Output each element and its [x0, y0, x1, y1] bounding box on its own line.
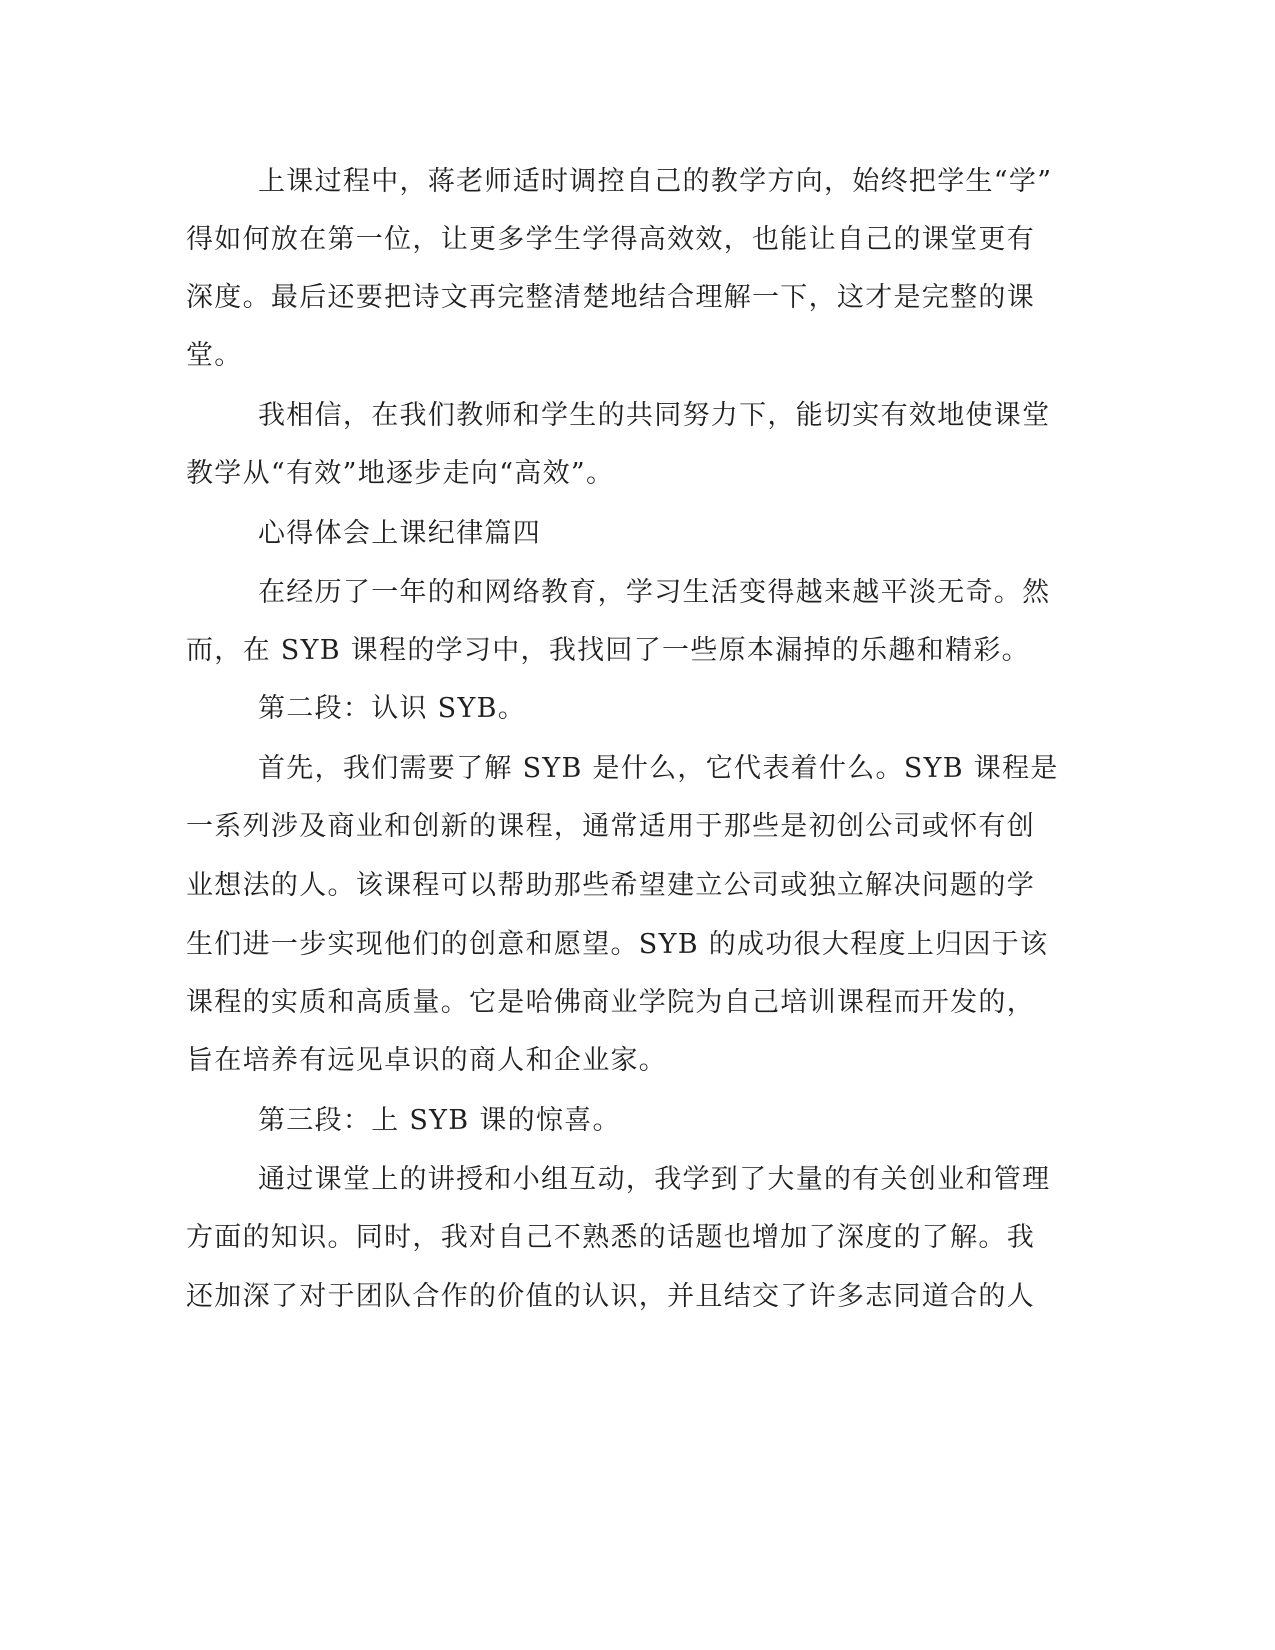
section-heading: 第二段：认识 SYB。 [258, 693, 527, 724]
text-line: 教学从“有效”地逐步走向“高效”。 [186, 458, 615, 489]
text-line: 课程的实质和高质量。它是哈佛商业学院为自己培训课程而开发的， [186, 987, 1035, 1018]
text-line: 堂。 [186, 340, 243, 371]
text-line: 还加深了对于团队合作的价值的认识，并且结交了许多志同道合的人 [186, 1281, 1035, 1312]
text-line: 方面的知识。同时，我对自己不熟悉的话题也增加了深度的了解。我 [186, 1222, 1035, 1253]
text-line: 得如何放在第一位，让更多学生学得高效效，也能让自己的课堂更有 [186, 224, 1035, 255]
text-line: 一系列涉及商业和创新的课程，通常适用于那些是初创公司或怀有创 [186, 811, 1035, 842]
section-heading: 心得体会上课纪律篇四 [258, 518, 541, 549]
text-line: 上课过程中，蒋老师适时调控自己的教学方向，始终把学生“学” [258, 166, 1053, 197]
text-line: 而，在 SYB 课程的学习中，我找回了一些原本漏掉的乐趣和精彩。 [186, 635, 1030, 666]
text-line: 我相信，在我们教师和学生的共同努力下，能切实有效地使课堂 [258, 400, 1051, 431]
text-line: 生们进一步实现他们的创意和愿望。SYB 的成功很大程度上归因于该 [186, 929, 1049, 960]
text-line: 旨在培养有远见卓识的商人和企业家。 [186, 1045, 668, 1076]
text-line: 通过课堂上的讲授和小组互动，我学到了大量的有关创业和管理 [258, 1164, 1051, 1195]
text-line: 深度。最后还要把诗文再完整清楚地结合理解一下，这才是完整的课 [186, 282, 1035, 313]
text-line: 在经历了一年的和网络教育，学习生活变得越来越平淡无奇。然 [258, 577, 1051, 608]
section-heading: 第三段：上 SYB 课的惊喜。 [258, 1105, 621, 1136]
text-line: 业想法的人。该课程可以帮助那些希望建立公司或独立解决问题的学 [186, 870, 1035, 901]
text-line: 首先，我们需要了解 SYB 是什么，它代表着什么。SYB 课程是 [258, 753, 1059, 784]
